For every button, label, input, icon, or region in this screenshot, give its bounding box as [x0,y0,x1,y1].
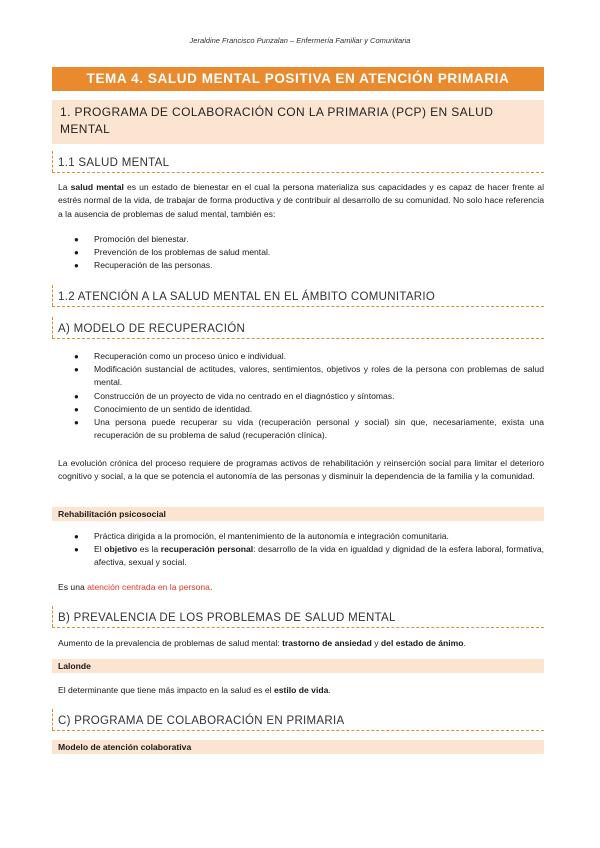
subsection-c-heading: C) PROGRAMA DE COLABORACIÓN EN PRIMARIA [52,715,544,731]
list-item: ● Recuperación como un proceso único e individual. [58,350,544,363]
list-item: ● Construcción de un proyecto de vida no centrado en el diagnóstico y síntomas. [58,390,544,403]
recuperacion-list [58,350,544,442]
list-item: ● El objetivo es la recuperación personal: desarrollo de la vida en igualdad y dignidad de la esfera laboral, formativa, afectiva, sexual y social. [74,544,544,568]
list-item: ● Prevención de los problemas de salud mental. [58,246,544,259]
prevalencia-paragraph: Aumento de la prevalencia de problemas de salud mental: trastorno de ansiedad y del estado de ánimo. [58,638,466,648]
bullet-icon: ● [74,365,79,375]
bullet-icon: ● [74,532,79,541]
bullet-icon: ● [74,248,79,258]
subsection-a-heading: A) MODELO DE RECUPERACIÓN [52,323,544,339]
bullet-icon: ● [74,391,79,401]
section-1-heading: 1. PROGRAMA DE COLABORACIÓN CON LA PRIMARIA (PCP) EN SALUD MENTAL [52,100,544,144]
rehabilitacion-list [58,530,544,570]
salud-mental-list [58,233,544,273]
list-item: ● Una persona puede recuperar su vida (recuperación personal y social) sin que, necesariamente, exista una recuperación de su problema de salud (recuperación clínica). [74,417,544,441]
header-note: Jeraldine Francisco Punzalan – Enfermería Familiar y Comunitaria [189,36,411,45]
list-item: ● Promoción del bienestar. [58,233,544,246]
atencion-centrada-paragraph: Es una atención centrada en la persona. [58,582,213,592]
bullet-icon: ● [74,418,79,428]
modelo-colaborativo-label: Modelo de atención colaborativa [52,740,544,754]
list-item: ● Práctica dirigida a la promoción, el mantenimiento de la autonomía e integración comunitaria. [58,530,544,543]
bullet-icon: ● [74,235,79,244]
evolucion-paragraph: La evolución crónica del proceso requiere de programas activos de rehabilitación y reinserción social para limitar el deterioro cognitivo y social, a la que se potencia el autonomía de las personas y disminuir la dependencia de la familia y la comunidad. [58,458,544,482]
list-item: ● Recuperación de las personas. [58,259,544,272]
determinante-paragraph: El determinante que tiene más impacto en la salud es el estilo de vida. [58,685,331,695]
salud-mental-definition: La salud mental es un estado de bienestar en el cual la persona materializa sus capacidades y es capaz de hacer frente al estrés normal de la vida, de trabajar de forma productiva y de contribuir al desarrollo de su comunidad. No solo hace referencia a la ausencia de problemas de salud mental, también es: [58,182,544,219]
rehabilitacion-label: Rehabilitación psicosocial [52,507,544,521]
highlight-text: atención centrada en la persona [87,582,210,592]
bullet-icon: ● [74,352,79,361]
section-1-1-heading: 1.1 SALUD MENTAL [52,157,544,173]
section-1-2-heading: 1.2 ATENCIÓN A LA SALUD MENTAL EN EL ÁMBITO COMUNITARIO [52,291,544,307]
subsection-b-heading: B) PREVALENCIA DE LOS PROBLEMAS DE SALUD MENTAL [52,612,544,628]
chapter-title: TEMA 4. SALUD MENTAL POSITIVA EN ATENCIÓN PRIMARIA [52,67,544,91]
list-item: ● Conocimiento de un sentido de identidad. [58,403,544,416]
lalonde-label: Lalonde [52,659,544,673]
list-item: ● Modificación sustancial de actitudes, valores, sentimientos, objetivos y roles de la persona con problemas de salud mental. [74,364,544,388]
bullet-icon: ● [74,545,79,555]
bullet-icon: ● [74,261,79,271]
bullet-icon: ● [74,404,79,414]
